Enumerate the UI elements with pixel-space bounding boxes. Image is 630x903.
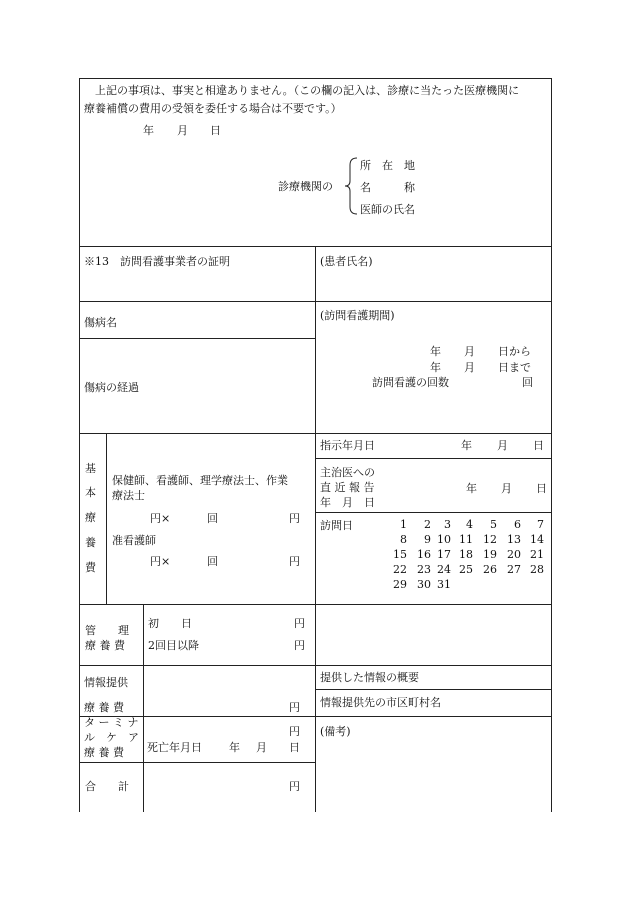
period-to-year: 年 [430,361,441,374]
terminal-year: 年 [229,741,240,754]
institution-field-name: 名 称 [360,181,415,194]
declaration-line-1: 上記の事項は、事実と相違ありません。（この欄の記入は、診療に当たった医療機関に [95,84,520,97]
visit-day-27: 27 [507,563,521,576]
terminal-label-3: 療 養 費 [84,746,124,759]
basic-fee-label-5: 費 [85,561,96,574]
report-month: 月 [501,482,512,495]
info-summary-label: 提供した情報の概要 [320,671,419,684]
management-label-1: 管 理 [85,624,129,637]
visit-day-18: 18 [459,548,473,561]
visit-days-label: 訪問日 [320,519,353,532]
outer-top-border [79,78,552,79]
visit-day-15: 15 [393,548,407,561]
visit-day-17: 17 [437,548,451,561]
info-yen: 円 [289,701,300,714]
basic-fee-label-3: 療 [85,511,96,524]
visit-day-6: 6 [514,518,521,531]
visit-day-5: 5 [490,518,497,531]
visit-day-21: 21 [530,548,544,561]
row-line-disease [79,338,315,339]
visit-day-16: 16 [417,548,431,561]
visit-day-13: 13 [507,533,521,546]
progress-label: 傷病の経過 [84,381,139,394]
report-day: 日 [536,482,547,495]
middle-divider [315,246,316,812]
visit-day-14: 14 [530,533,544,546]
institution-field-doctor: 医師の氏名 [360,203,415,216]
visit-day-20: 20 [507,548,521,561]
visit-day-26: 26 [483,563,497,576]
terminal-label-2: ル ケ ア [84,731,139,744]
declaration-date-day: 日 [210,124,221,137]
report-label-1: 主治医への [320,466,375,479]
instruction-date-label: 指示年月日 [320,439,375,452]
basic-yen-2: 円 [289,555,300,568]
row-line-title [79,301,552,302]
basic-times-1: 回 [207,512,218,525]
report-label-2: 直 近 報 告 [320,481,375,494]
visit-day-11: 11 [459,533,473,546]
period-to-day: 日まで [498,361,531,374]
instruction-month: 月 [497,439,508,452]
patient-name-label: (患者氏名) [320,255,373,268]
total-label: 合 計 [85,780,129,793]
row-line-terminal [79,716,552,717]
disease-name-label: 傷病名 [84,316,117,329]
management-second-on: 2回目以降 [148,639,199,652]
row-line-visitdays [315,512,552,513]
report-year: 年 [466,482,477,495]
row-line-municipality [315,689,552,690]
visit-day-25: 25 [459,563,473,576]
certification-title: ※13 訪問看護事業者の証明 [84,255,230,268]
visit-day-30: 30 [417,578,431,591]
visit-day-4: 4 [466,518,473,531]
visit-day-23: 23 [417,563,431,576]
row-line-basic [79,433,552,434]
period-from-year: 年 [430,345,441,358]
terminal-yen: 円 [289,725,300,738]
report-label-3: 年 月 日 [320,496,375,509]
row-line-management [79,604,552,605]
institution-field-address: 所 在 地 [360,159,415,172]
declaration-date-year: 年 [143,124,154,137]
period-from-month: 月 [464,345,475,358]
basic-yen-x-1: 円× [150,512,171,525]
basic-staff-1b: 療法士 [112,489,145,502]
outer-right-border [551,78,552,812]
visit-day-1: 1 [400,518,407,531]
visit-day-19: 19 [483,548,497,561]
total-yen: 円 [289,780,300,793]
visit-day-9: 9 [424,533,431,546]
basic-fee-label-4: 養 [85,536,96,549]
visit-day-10: 10 [437,533,451,546]
terminal-death-date: 死亡年月日 [147,741,202,754]
row-line-report [315,458,552,459]
visit-day-28: 28 [530,563,544,576]
fee-label-divider [143,604,144,812]
outer-left-border [79,78,80,812]
visit-day-8: 8 [400,533,407,546]
row-line-info [79,665,552,666]
basic-yen-1: 円 [289,512,300,525]
declaration-date-month: 月 [177,124,188,137]
basic-staff-1: 保健師、看護師、理学療法士、作業 [112,474,288,487]
terminal-month: 月 [256,741,267,754]
remarks-label: (備考) [320,725,351,738]
terminal-day: 日 [289,741,300,754]
instruction-day: 日 [533,439,544,452]
basic-yen-x-2: 円× [150,555,171,568]
management-label-2: 療 養 費 [85,639,125,652]
instruction-year: 年 [461,439,472,452]
visit-day-12: 12 [483,533,497,546]
visit-day-3: 3 [444,518,451,531]
institution-prefix: 診療機関の [278,180,333,193]
visit-day-24: 24 [437,563,451,576]
basic-fee-label-1: 基 [85,462,96,475]
visit-period-label: (訪問看護期間) [320,309,395,322]
period-from-day: 日から [498,345,531,358]
visit-count-unit: 回 [522,376,533,389]
visit-day-22: 22 [393,563,407,576]
basic-staff-2: 准看護師 [112,534,156,547]
visit-day-7: 7 [537,518,544,531]
visit-count-label: 訪問看護の回数 [372,376,449,389]
management-first-yen: 円 [294,617,305,630]
declaration-line-2: 療養補償の費用の受領を委任する場合は不要です。） [84,102,342,115]
basic-label-divider [106,433,107,604]
visit-day-31: 31 [437,578,451,591]
terminal-label-1: タ ー ミ ナ [84,716,139,729]
period-to-month: 月 [464,361,475,374]
basic-fee-label-2: 本 [85,486,96,499]
visit-day-2: 2 [424,518,431,531]
visit-day-29: 29 [393,578,407,591]
brace-icon [344,157,358,215]
info-municipality-label: 情報提供先の市区町村名 [320,696,441,709]
info-label-1: 情報提供 [84,676,128,689]
management-second-yen: 円 [294,639,305,652]
management-first-day: 初 日 [148,617,192,630]
row-line-total [79,762,315,763]
basic-times-2: 回 [207,555,218,568]
info-label-2: 療 養 費 [84,701,124,714]
